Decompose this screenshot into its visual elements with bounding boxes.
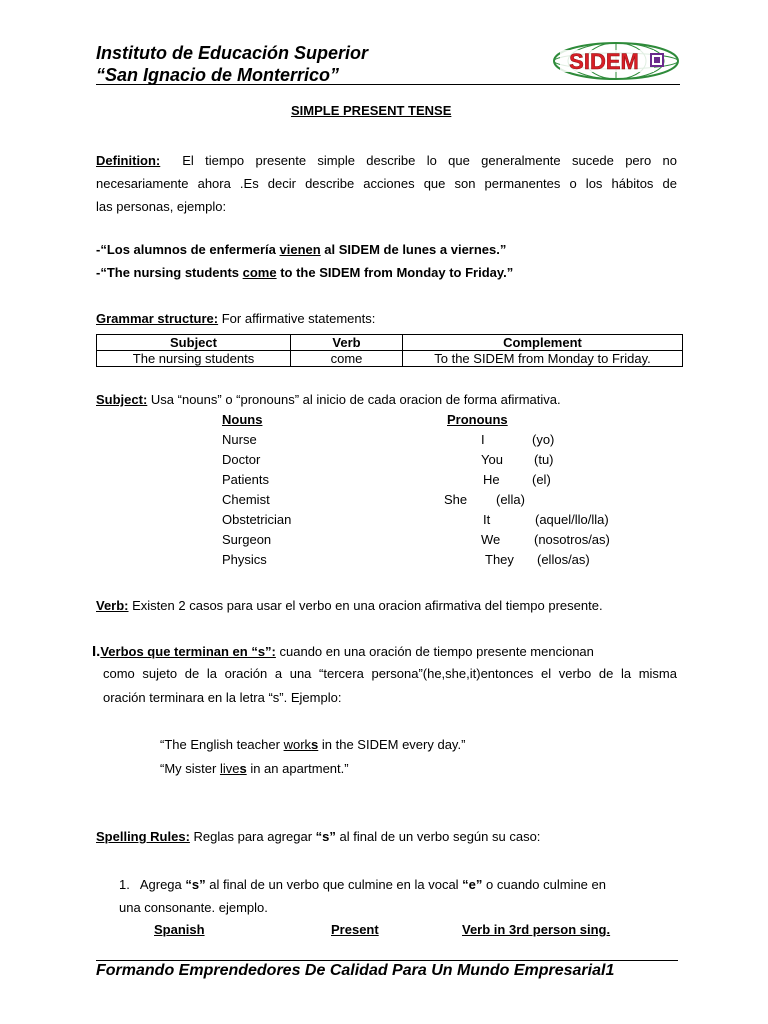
table-cell-subject: The nursing students [97,351,291,367]
example-english: -“The nursing students come to the SIDEM from Monday to Friday.” [96,265,514,280]
pronoun-item: They [485,552,514,567]
example-spanish: -“Los alumnos de enfermería vienen al SIDEM de lunes a viernes.” [96,242,507,257]
table-cell-complement: To the SIDEM from Monday to Friday. [403,351,683,367]
pronoun-item: I [481,432,485,447]
sidem-logo [552,41,680,81]
noun-item: Patients [222,472,269,487]
definition-line-2: necesariamente ahora .Es decir describe acciones que son permanentes o los hábitos de [96,176,677,191]
table-header-subject: Subject [97,335,291,351]
footer-rule [96,960,678,961]
example-verb-vienen: vienen [279,242,321,257]
table-row [97,351,683,367]
pronoun-item: We [481,532,501,547]
table-header-complement: Complement [403,335,683,351]
pronoun-item: You [481,452,503,467]
noun-item: Doctor [222,452,261,467]
noun-item: Physics [222,552,267,567]
section-1-line-1: I.Verbos que terminan en “s”: cuando en una oración de tiempo presente mencionan [92,643,594,660]
definition-line-1 [96,149,677,172]
section-1-line-2: como sujeto de la oración a una “tercera persona”(he,she,it)entonces el verbo de la misma [103,666,677,681]
section-1-line-3: oración terminara en la letra “s”. Ejemplo: [103,690,342,705]
definition-label: Definition: [96,153,161,168]
example-verb-come: come [242,265,277,280]
grammar-table [96,334,683,367]
column-present: Present [331,922,379,937]
translation-item: (aquel/llo/lla) [535,512,609,527]
section-1-numeral: I. [92,643,101,660]
column-verb-3rd-person: Verb in 3rd person sing. [462,922,611,937]
rule-1-line-2: una consonante. ejemplo. [119,900,268,915]
verb-line: Verb: Existen 2 casos para usar el verbo en una oracion afirmativa del tiempo presente. [96,598,603,613]
section-1-example-2: “My sister lives in an apartment.” [160,761,349,776]
grammar-structure: Grammar structure: For affirmative statements: [96,311,376,326]
translation-item: (nosotros/as) [534,532,610,547]
definition-text-1: El tiempo presente simple describe lo que generalmente sucede pero no [182,153,677,168]
grammar-label: Grammar structure: [96,311,219,326]
definition-line-3: las personas, ejemplo: [96,199,227,214]
section-1-example-1: “The English teacher works in the SIDEM every day.” [160,737,466,752]
pronoun-item: He [483,472,500,487]
rule-1-number: 1. [119,877,130,892]
institution-subtitle: “San Ignacio de Monterrico” [96,65,340,85]
table-header-row [97,335,683,351]
translation-item: (tu) [534,452,554,467]
noun-item: Surgeon [222,532,272,547]
column-spanish: Spanish [154,922,205,937]
svg-text:SIDEM: SIDEM [569,49,639,74]
page-title: SIMPLE PRESENT TENSE [291,103,452,118]
pronoun-item: It [483,512,491,527]
spelling-rules-line: Spelling Rules: Reglas para agregar “s” al final de un verbo según su caso: [96,829,541,844]
verb-label: Verb: [96,598,129,613]
rule-1-line-1: 1. Agrega “s” al final de un verbo que culmine en la vocal “e” o cuando culmine en [119,877,606,892]
institution-name: Instituto de Educación Superior [96,43,369,63]
footer-text: Formando Emprendedores De Calidad Para Un Mundo Empresarial1 [96,962,615,979]
translation-item: (ella) [496,492,525,507]
section-1-label: Verbos que terminan en “s”: [100,644,276,659]
table-header-verb: Verb [291,335,403,351]
translation-item: (ellos/as) [537,552,590,567]
spelling-rules-label: Spelling Rules: [96,829,190,844]
translation-item: (yo) [532,432,555,447]
table-cell-verb: come [291,351,403,367]
noun-item: Nurse [222,432,257,447]
noun-item: Chemist [222,492,270,507]
translation-item: (el) [532,472,551,487]
nouns-header: Nouns [222,412,263,427]
header-rule [96,84,680,85]
subject-line: Subject: Usa “nouns” o “pronouns” al inicio de cada oracion de forma afirmativa. [96,392,561,407]
noun-item: Obstetrician [222,512,292,527]
subject-label: Subject: [96,392,148,407]
pronoun-item: She [444,492,468,507]
pronouns-header: Pronouns [447,412,508,427]
